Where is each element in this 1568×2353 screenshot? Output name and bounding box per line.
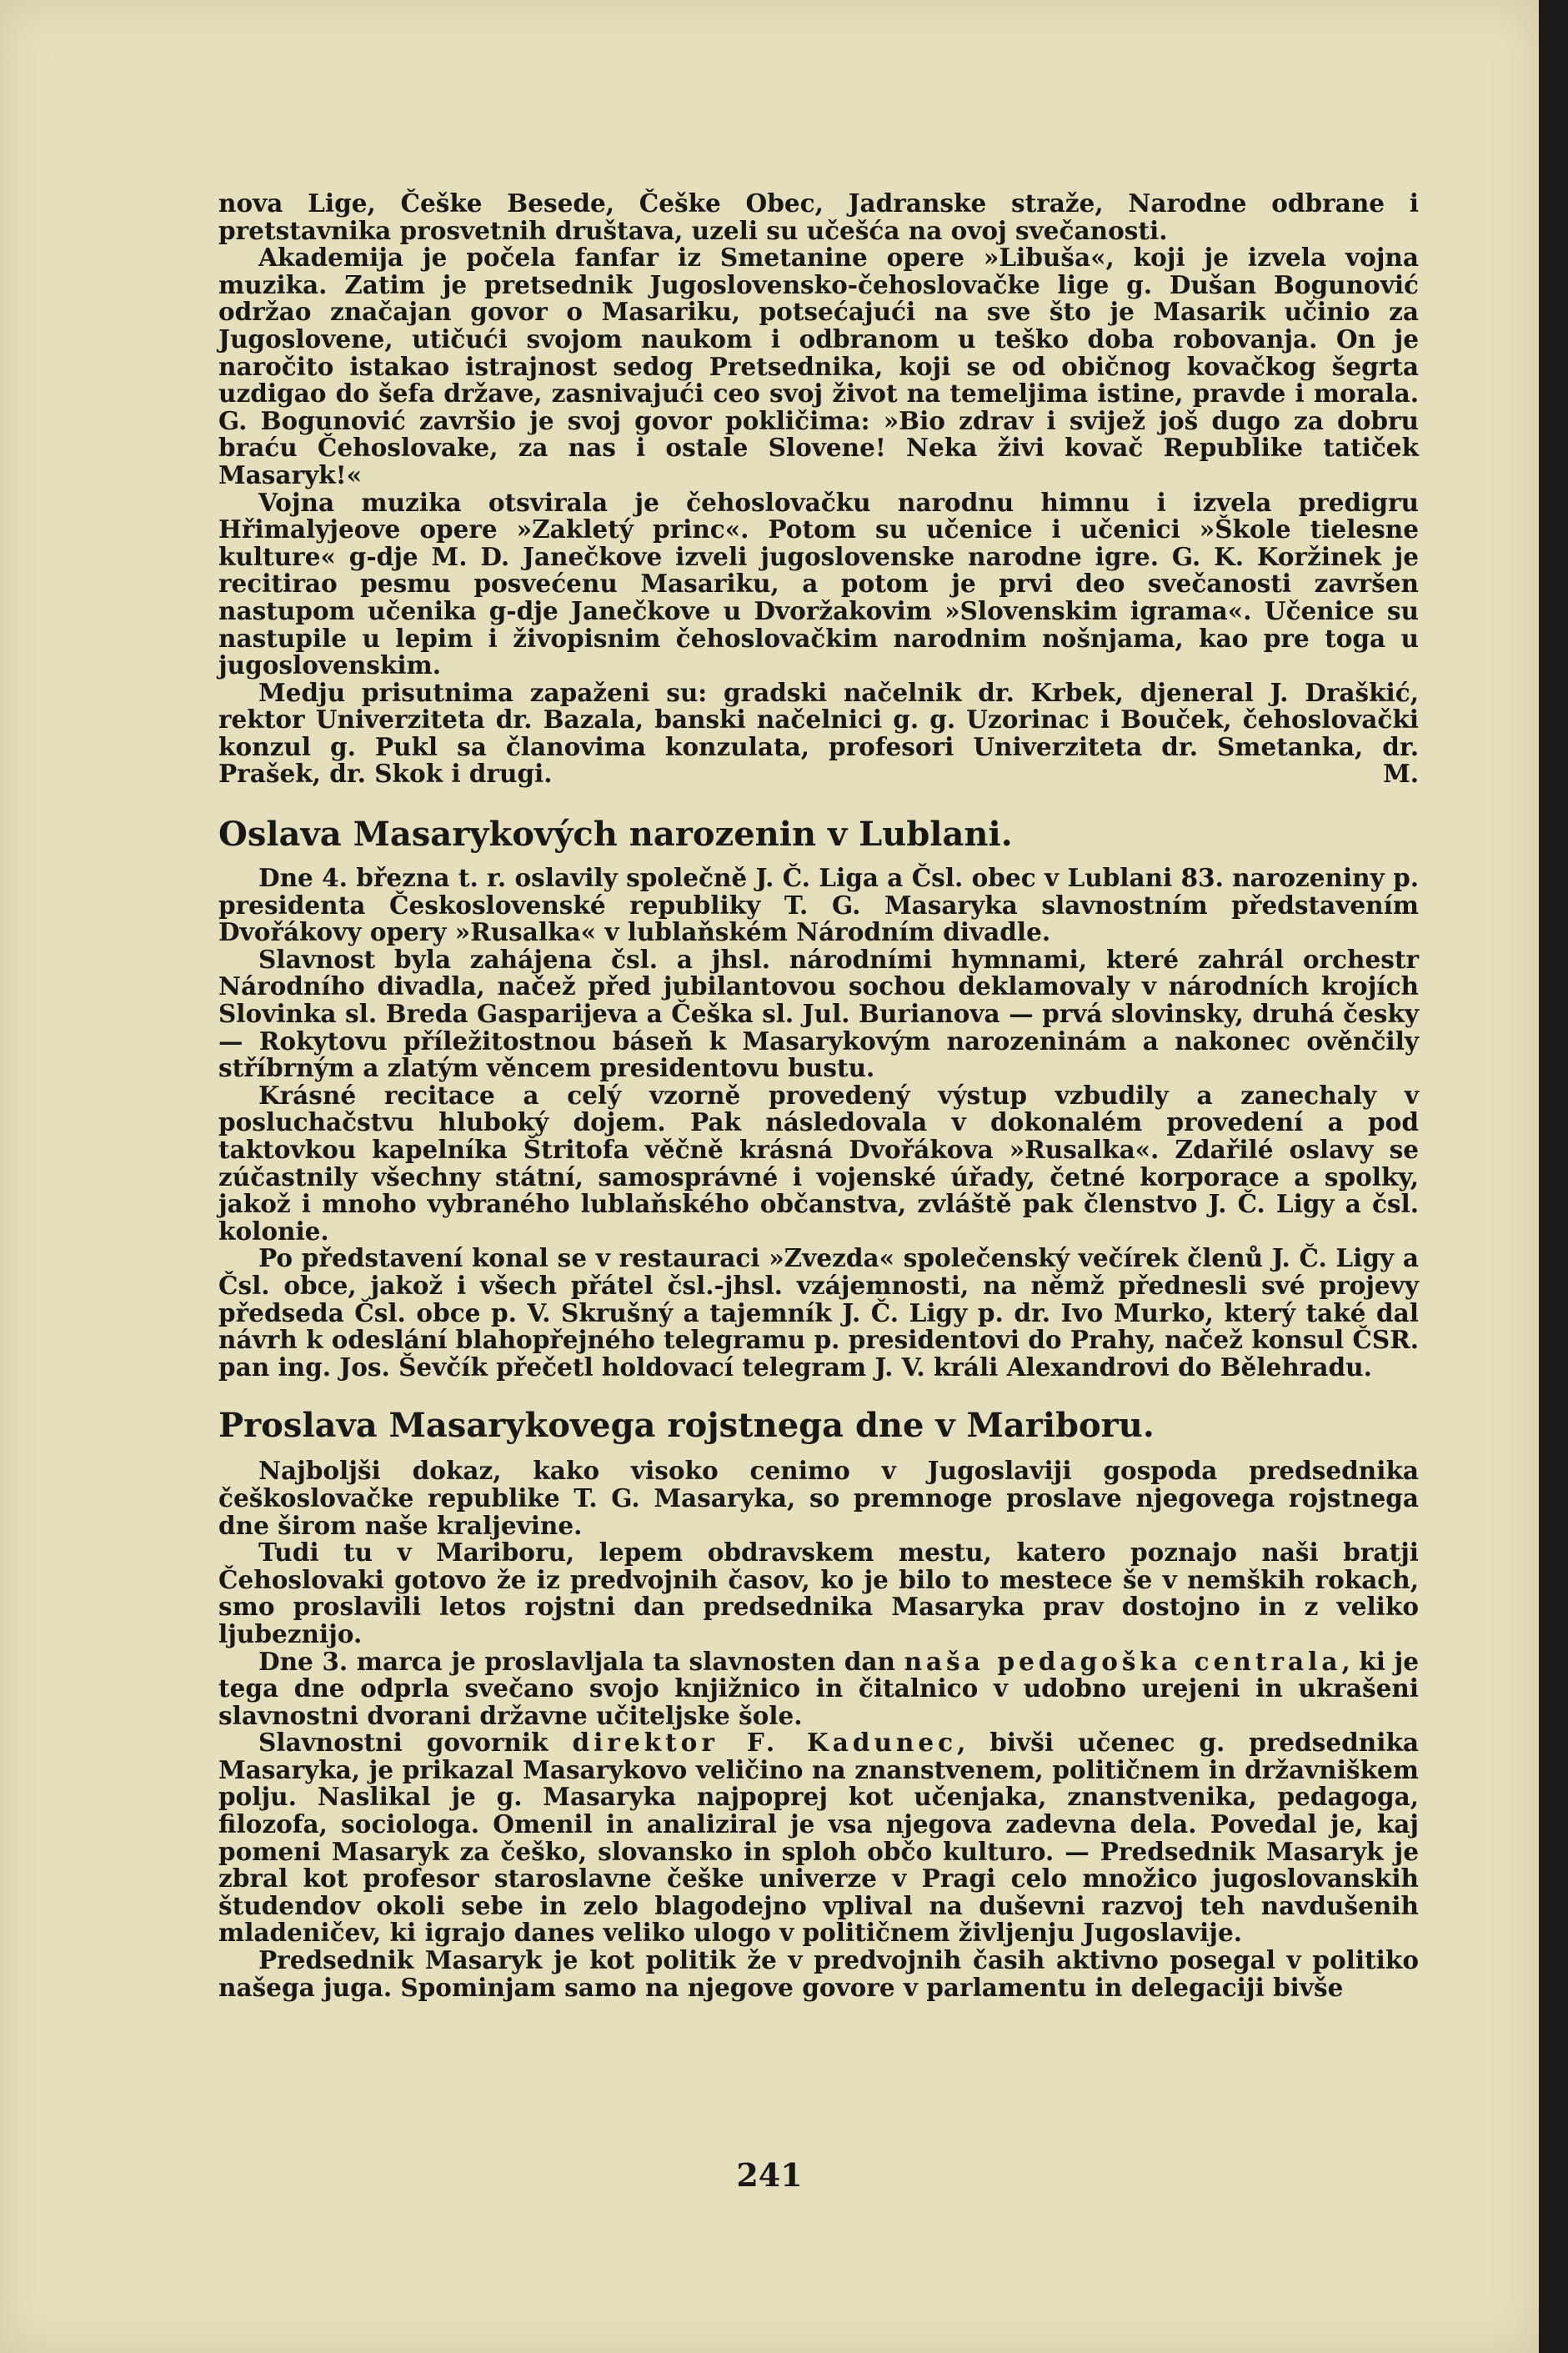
paragraph: Najboljši dokaz, kako visoko cenimo v Jugoslaviji gospoda predsednika češkoslovačke republike T. G. Masaryka, so premnoge proslave njegovega rojstnega dne širom naše kraljevine. (218, 1456, 1419, 1540)
emphasized-text: naša pedagoška centrala (904, 1646, 1342, 1676)
page-number: 241 (736, 2156, 803, 2194)
paragraph (218, 677, 1419, 789)
paragraph (218, 1729, 1419, 1947)
paragraph: Po představení konal se v restauraci »Zvezda« společenský večírek členů J. Č. Ligy a Čsl. obce, jakož i všech přátel čsl.-jhsl. vzájemnosti, na němž přednesli své projevy předseda Čsl. obce p. V. Skrušný a tajemník J. Č. Ligy p. dr. Ivo Murko, který také dal návrh k odeslání blahopřejného telegramu p. presidentovi do Prahy, načež konsul ČSR. pan ing. Jos. Ševčík přečetl holdovací telegram J. V. králi Alexandrovi do Bělehradu. (218, 1243, 1419, 1382)
paragraph: nova Lige, Češke Besede, Češke Obec, Jadranske straže, Narodne odbrane i pretstavnika prosvetnih društava, uzeli su učešća na ovoj svečanosti. (218, 188, 1419, 245)
text-column (218, 190, 1419, 2001)
paragraph: Predsednik Masaryk je kot politik že v predvojnih časih aktivno posegal v politiko našega juga. Spominjam samo na njegove govore v parlamentu in delegaciji bivše (218, 1945, 1419, 2002)
paragraph (218, 1648, 1419, 1730)
paragraph-text: Slavnostni govornik (258, 1728, 549, 1758)
paragraph: Akademija je počela fanfar iz Smetanine opere »Libuša«, koji je izvela vojna muzika. Zatim je pretsednik Jugoslovensko-čehoslovačke lige g. Dušan Bogunović održao značajan govor o Masariku, potsećajući na sve što je Masarik učinio za Jugoslovene, utičući svojom naukom i odbranom u teško doba robovanja. On je naročito istakao istrajnost sedog Pretsednika, koji se od običnog kovačkog šegrta uzdigao do šefa države, zasnivajući ceo svoj život na temeljima istine, pravde i morala. G. Bogunović završio je svoj govor pokličima: »Bio zdrav i svijež još dugo za dobru braću Čehoslovake, za nas i ostale Slovene! Neka živi kovač Republike tatiček Masaryk!« (218, 243, 1419, 489)
section-heading-maribor: Proslava Masarykovega rojstnega dne v Mariboru. (218, 1406, 1155, 1446)
paragraph: Slavnost byla zahájena čsl. a jhsl. národními hymnami, které zahrál orchestr Národního divadla, načež před jubilantovou sochou deklamovaly v národních krojích Slovinka sl. Breda Gasparijeva a Češka sl. Jul. Burianova — prvá slovinsky, druhá česky — Rokytovu příležitostnou báseň k Masarykovým narozeninám a nakonec ověnčily stříbrným a zlatým věncem presidentovu bustu. (218, 944, 1419, 1083)
author-signature: M. (1383, 759, 1419, 789)
paragraph: Dne 4. března t. r. oslavily společně J. Č. Liga a Čsl. obec v Lublani 83. narozeniny p. presidenta Československé republiky T. G. Masaryka slavnostním představením Dvořákovy opery »Rusalka« v lublaňském Národním divadle. (218, 863, 1419, 947)
paragraph-text: , bivši učenec g. predsednika Masaryka, je prikazal Masarykovo veličino na znanstvenem, političnem in državniškem polju. Naslikal je g. Masaryka najpoprej kot učenjaka, znanstvenika, pedagoga, filozofa, sociologa. Omenil in analiziral je vsa njegova zadevna dela. Povedal je, kaj pomeni Masaryk za češko, slovansko in sploh občo kulturo. — Predsednik Masaryk je zbral kot profesor staroslavne češke univerze v Pragi celo množico jugoslovanskih študendov okoli sebe in zelo blagodejno vplival na duševni razvoj teh navdušenih mladeničev, ki igrajo danes veliko ulogo v političnem življenju Jugoslavije. (218, 1728, 1419, 1948)
section-heading-ljubljana: Oslava Masarykových narozenin v Lublani. (218, 815, 1013, 855)
paragraph-text: Dne 3. marca je proslavljala ta slavnosten dan (258, 1646, 895, 1676)
paragraph: Krásné recitace a celý vzorně provedený výstup vzbudily a zanechaly v posluchačstvu hluboký dojem. Pak následovala v dokonalém provedení a pod taktovkou kapelníka Štritofa věčně krásná Dvořákova »Rusalka«. Zdařilé oslavy se zúčastnily všechny státní, samosprávné i vojenské úřady, četné korporace a spolky, jakož i mnoho vybraného lublaňského občanstva, zvláště pak členstvo J. Č. Ligy a čsl. kolonie. (218, 1080, 1419, 1246)
paragraph-text: Medju prisutnima zapaženi su: gradski načelnik dr. Krbek, djeneral J. Draškić, rektor Univerziteta dr. Bazala, banski načelnici g. g. Uzorinac i Bouček, čehoslovački konzul g. Pukl sa članovima konzulata, profesori Univerziteta dr. Smetanka, dr. Prašek, dr. Skok i drugi. (218, 677, 1419, 789)
paragraph: Tudi tu v Mariboru, lepem obdravskem mestu, katero poznajo naši bratji Čehoslovaki gotovo že iz predvojnih časov, ko je bilo to mestece še v nemških rokach, smo proslavili letos rojstni dan predsednika Masaryka prav dostojno in z veliko ljubeznijo. (218, 1538, 1419, 1648)
emphasized-text: direktor F. Kadunec (572, 1728, 958, 1758)
paragraph: Vojna muzika otsvirala je čehoslovačku narodnu himnu i izvela predigru Hřimalyjeove opere »Zakletý princ«. Potom su učenice i učenici »Škole tielesne kulture« g-dje M. D. Janečkove izveli jugoslovenske narodne igre. G. K. Koržinek je recitirao pesmu posvećenu Masariku, a potom je prvi deo svečanosti završen nastupom učenika g-dje Janečkove u Dvoržakovim »Slovenskim igrama«. Učenice su nastupile u lepim i živopisnim čehoslovačkim narodnim nošnjama, kao pre toga u jugoslovenskim. (218, 487, 1419, 680)
paragraph-text: , ki je tega dne odprla svečano svojo knjižnico in čitalnico v udobno urejeni in ukrašeni slavnostni dvorani državne učiteljske šole. (218, 1646, 1420, 1730)
